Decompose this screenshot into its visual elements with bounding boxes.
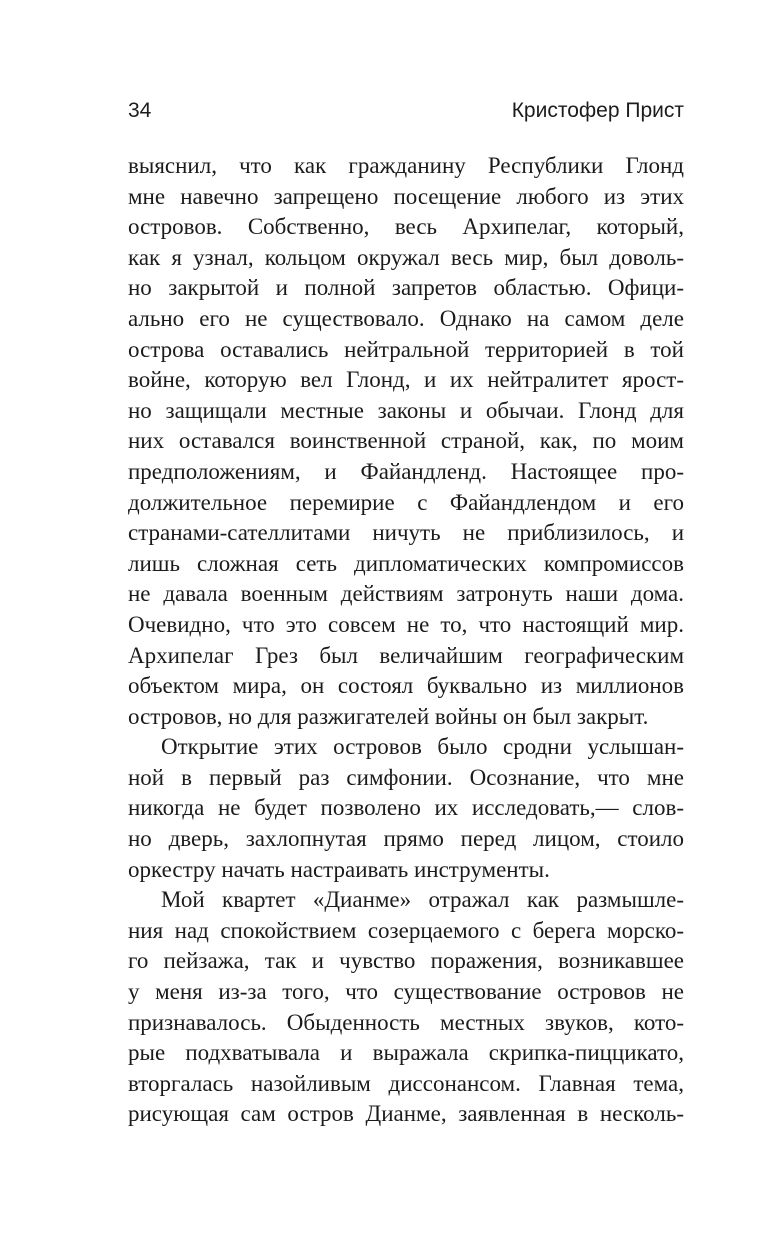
text-line: объектом мира, он состоял буквально из миллионов [128,673,684,699]
text-line: островов, но для разжигателей войны он был закрыт. [128,703,649,729]
text-line: не давала военным действиям затронуть наши дома. [128,581,684,607]
text-line: признавалось. Обыденность местных звуков, кото- [128,1009,684,1035]
text-line: должительное перемирие с Файандлендом и его [128,489,684,515]
text-line: острова оставались нейтральной территорией в той [128,336,684,362]
text-line: выяснил, что как гражданину Республики Глонд [128,153,684,178]
text-line: них оставался воинственной страной, как, по моим [128,428,684,454]
text-line: но дверь, захлопнутая прямо перед лицом, стоило [128,826,684,852]
paragraph [128,151,684,732]
text-line: никогда не будет позволено их исследовать,— слов- [128,795,684,821]
text-line: предположениям, и Файандленд. Настоящее про- [128,458,684,484]
text-line: островов. Собственно, весь Архипелаг, который, [128,214,684,240]
text-line: Мой квартет «Дианме» отражал как размышле- [161,887,684,913]
text-line: войне, которую вел Глонд, и их нейтралитет ярост- [128,367,684,393]
text-line: мне навечно запрещено посещение любого из этих [128,183,684,209]
text-line: у меня из-за того, что существование островов не [128,979,684,1005]
text-line: странами-сателлитами ничуть не приблизилось, и [128,520,684,546]
text-line: ной в первый раз симфонии. Осознание, что мне [128,764,684,790]
text-line: го пейзажа, так и чувство поражения, возникавшее [128,948,684,974]
text-line: но защищали местные законы и обычаи. Глонд для [128,397,684,423]
text-line: лишь сложная сеть дипломатических компромиссов [128,550,684,576]
text-line: как я узнал, кольцом окружал весь мир, был доволь- [128,244,684,270]
text-block [128,151,684,1130]
paragraph [128,732,684,885]
paragraph [128,885,684,1130]
text-line: ния над спокойствием созерцаемого с берега морско- [128,917,684,943]
text-line: ально его не существовало. Однако на самом деле [128,305,684,331]
running-title: Кристофер Прист [511,99,684,122]
text-line: вторгалась назойливым диссонансом. Главная тема, [128,1070,684,1096]
text-line: Очевидно, что это совсем не то, что настоящий мир. [128,611,684,637]
page-number: 34 [128,99,152,122]
text-line: оркестру начать настраивать инструменты. [128,856,550,882]
text-line: но закрытой и полной запретов областью. Офици- [128,275,684,301]
text-line: Открытие этих островов было сродни услышан- [161,734,684,760]
text-line: Архипелаг Грез был величайшим географическим [128,642,684,668]
text-line: рые подхватывала и выражала скрипка-пиццикато, [128,1040,684,1066]
page-header [128,100,684,122]
text-line: рисующая сам остров Дианме, заявленная в несколь- [128,1101,684,1127]
